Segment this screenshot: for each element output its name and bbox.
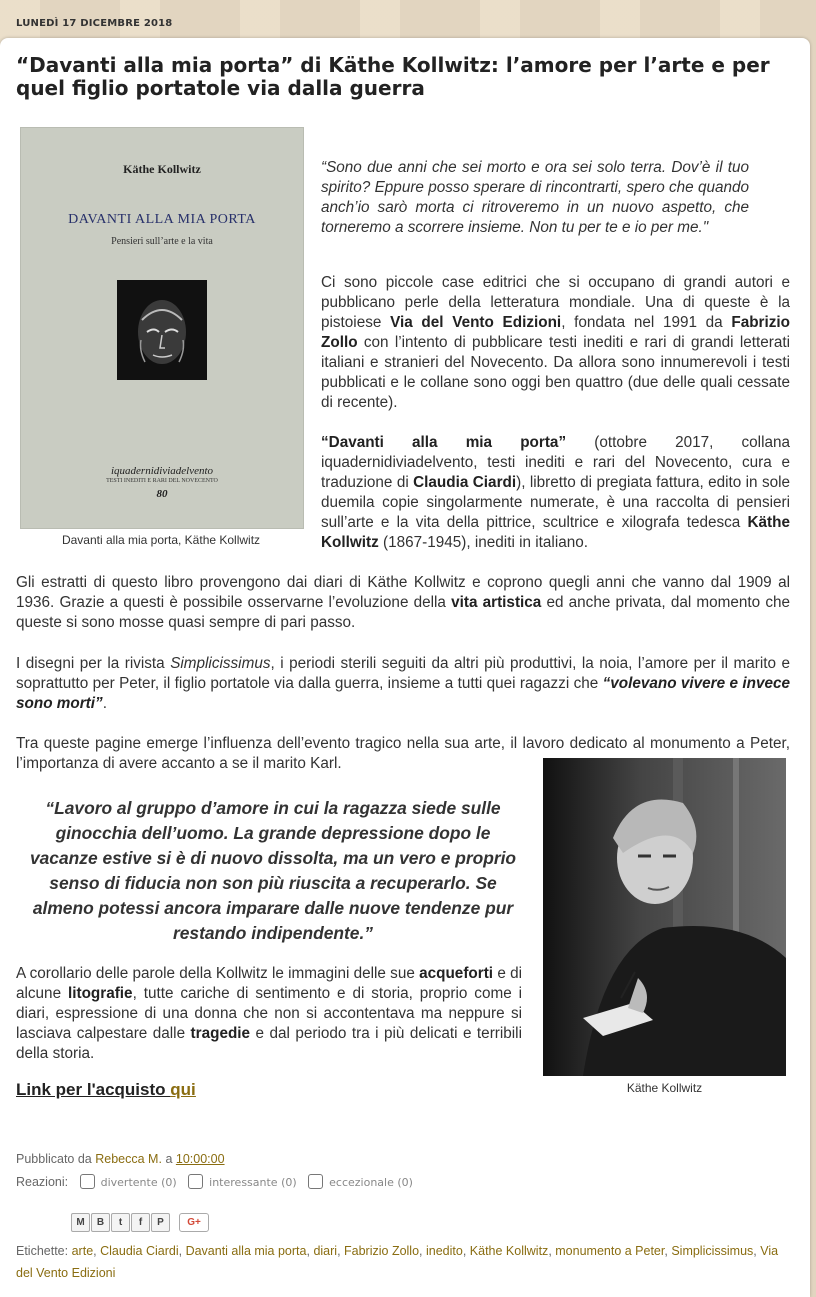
reactions [16,1174,413,1189]
label-link[interactable]: Käthe Kollwitz [469,1244,549,1258]
paragraph-publisher: Ci sono piccole case editrici che si occupano di grandi autori e pubblicano perle della letteratura mondiale. Una di queste è la pistoiese Via del Vento Edizioni, fondata nel 1991 da Fabrizio Zollo con l’intento di pubblicare testi inediti e rari di grandi letterati italiani e stranieri del Novecento. Da allora sono innumerevoli i testi pubblicati e le collane sono oggi ben quattro (due delle quali cessate di recente). [321,274,790,411]
twitter-share-icon[interactable]: t [111,1213,130,1232]
paragraph-book: “Davanti alla mia porta” (ottobre 2017, collana iquadernidiviadelvento, testi inediti e rari del Novecento, cura e traduzione di Claudia Ciardi), libretto di pregiata fattura, edito in sole duemila copie singolarmente numerate, è una raccolta di pensieri sull’arte e la vita della pittrice, scultrice e xilografa tedesca Käthe Kollwitz (1867-1945), inediti in italiano. [321,434,791,551]
paragraph-influence: Tra queste pagine emerge l’influenza dell’evento tragico nella sua arte, il lavoro dedicato al monumento a Peter, l’importanza di avere accanto a se il marito Karl. [16,735,790,772]
timestamp-link[interactable]: 10:00:00 [175,1152,225,1166]
book-cover-image[interactable] [20,127,304,529]
photo-caption: Käthe Kollwitz [626,1081,703,1095]
label-link[interactable]: monumento a Peter [555,1244,665,1258]
kollwitz-photo[interactable] [543,758,786,1076]
checkbox[interactable] [80,1174,95,1189]
label-link[interactable]: Claudia Ciardi [100,1244,179,1258]
cover-series-sub: TESTI INEDITI E RARI DEL NOVECENTO [106,478,218,484]
intro-quote: “Sono due anni che sei morto e ora sei solo terra. Dov’è il tuo spirito? Eppure posso sperare di rincontrarti, spero che quando anch’io sarò morta ci ritroveremo in un nuovo aspetto, che torneremo a scorrere insieme. Non tu per te e io per me." [321,159,749,236]
email-share-icon[interactable]: M [71,1213,90,1232]
label-link[interactable]: inedito [426,1244,463,1258]
checkbox[interactable] [308,1174,323,1189]
label-link[interactable]: Davanti alla mia porta [185,1244,307,1258]
date-header: LUNEDÌ 17 DICEMBRE 2018 [16,18,173,29]
cover-series: iquadernidiviadelvento [110,465,214,477]
label-link[interactable]: Simplicissimus [671,1244,754,1258]
cover-title: DAVANTI ALLA MIA PORTA [68,212,256,227]
post-meta: Pubblicato da Rebecca M. a 10:00:00 [16,1152,225,1166]
reaction-divertente[interactable]: divertente (0) [80,1174,177,1189]
post-card [0,38,810,1297]
cover-caption: Davanti alla mia porta, Käthe Kollwitz [61,533,261,547]
buy-link-line: Link per l'acquisto qui [16,1080,196,1099]
share-buttons [71,1213,209,1232]
label-link[interactable]: Via del Vento Edizioni [16,1244,779,1280]
author-link[interactable]: Rebecca M. [95,1152,162,1166]
paragraph-diaries: Gli estratti di questo libro provengono dai diari di Käthe Kollwitz e coprono quegli anni che vanno dal 1909 al 1936. Grazie a questi è possibile osservarne l’evoluzione della vita artistica ed anche privata, dal momento che queste si sono mosse quasi sempre di pari passo. [16,574,790,631]
paragraph-drawings: I disegni per la rivista Simplicissimus, i periodi sterili seguiti da altri più produttivi, la noia, l’amore per il marito e soprattutto per Peter, il figlio portatole via dalla guerra, insieme a tutti quei ragazzi che “volevano vivere e invece sono morti”. [16,655,790,712]
blog-share-icon[interactable]: B [91,1213,110,1232]
checkbox[interactable] [188,1174,203,1189]
cover-subtitle: Pensieri sull’arte e la vita [111,236,213,247]
buy-link[interactable]: qui [170,1080,196,1099]
gplus-share-icon[interactable]: G+ [179,1213,209,1232]
pull-quote: “Lavoro al gruppo d’amore in cui la ragazza siede sulle ginocchia dell’uomo. La grande depressione dopo le vacanze estive si è di nuovo dissolta, ma un vero e proprio senso di fiducia non son più riuscita a recuperarlo. Se almeno potessi ancora imparare dalle nuove tendenze pur restando indipendente.” [29,798,517,943]
label-link[interactable]: arte [71,1244,94,1258]
reactions-label: Reazioni: [16,1175,69,1189]
facebook-share-icon[interactable]: f [131,1213,150,1232]
label-link[interactable]: Fabrizio Zollo [344,1244,420,1258]
cover-portrait-woodcut [117,280,207,380]
paragraph-etchings: A corollario delle parole della Kollwitz le immagini delle sue acqueforti e di alcune litografie, tutte cariche di sentimento e di storia, proprio come i diari, espressione di una donna che non si accontentava ma neppure si lasciava calpestare dalle tragedie e dal periodo tra i più delicati e terribili della storia. [16,965,522,1062]
post-title[interactable]: “Davanti alla mia porta” di Käthe Kollwitz: l’amore per l’arte e per quel figlio portatole via dalla guerra [16,53,770,100]
cover-author: Käthe Kollwitz [123,162,201,176]
reaction-eccezionale[interactable]: eccezionale (0) [308,1174,413,1189]
cover-number: 80 [156,488,168,500]
pinterest-share-icon[interactable]: P [151,1213,170,1232]
post-labels: Etichette: arte, Claudia Ciardi, Davanti alla mia porta, diari, Fabrizio Zollo, inedito, Käthe Kollwitz, monumento a Peter, Simplicissimus, Via del Vento Edizioni [16,1244,779,1280]
label-link[interactable]: diari [313,1244,338,1258]
reaction-interessante[interactable]: interessante (0) [188,1174,297,1189]
